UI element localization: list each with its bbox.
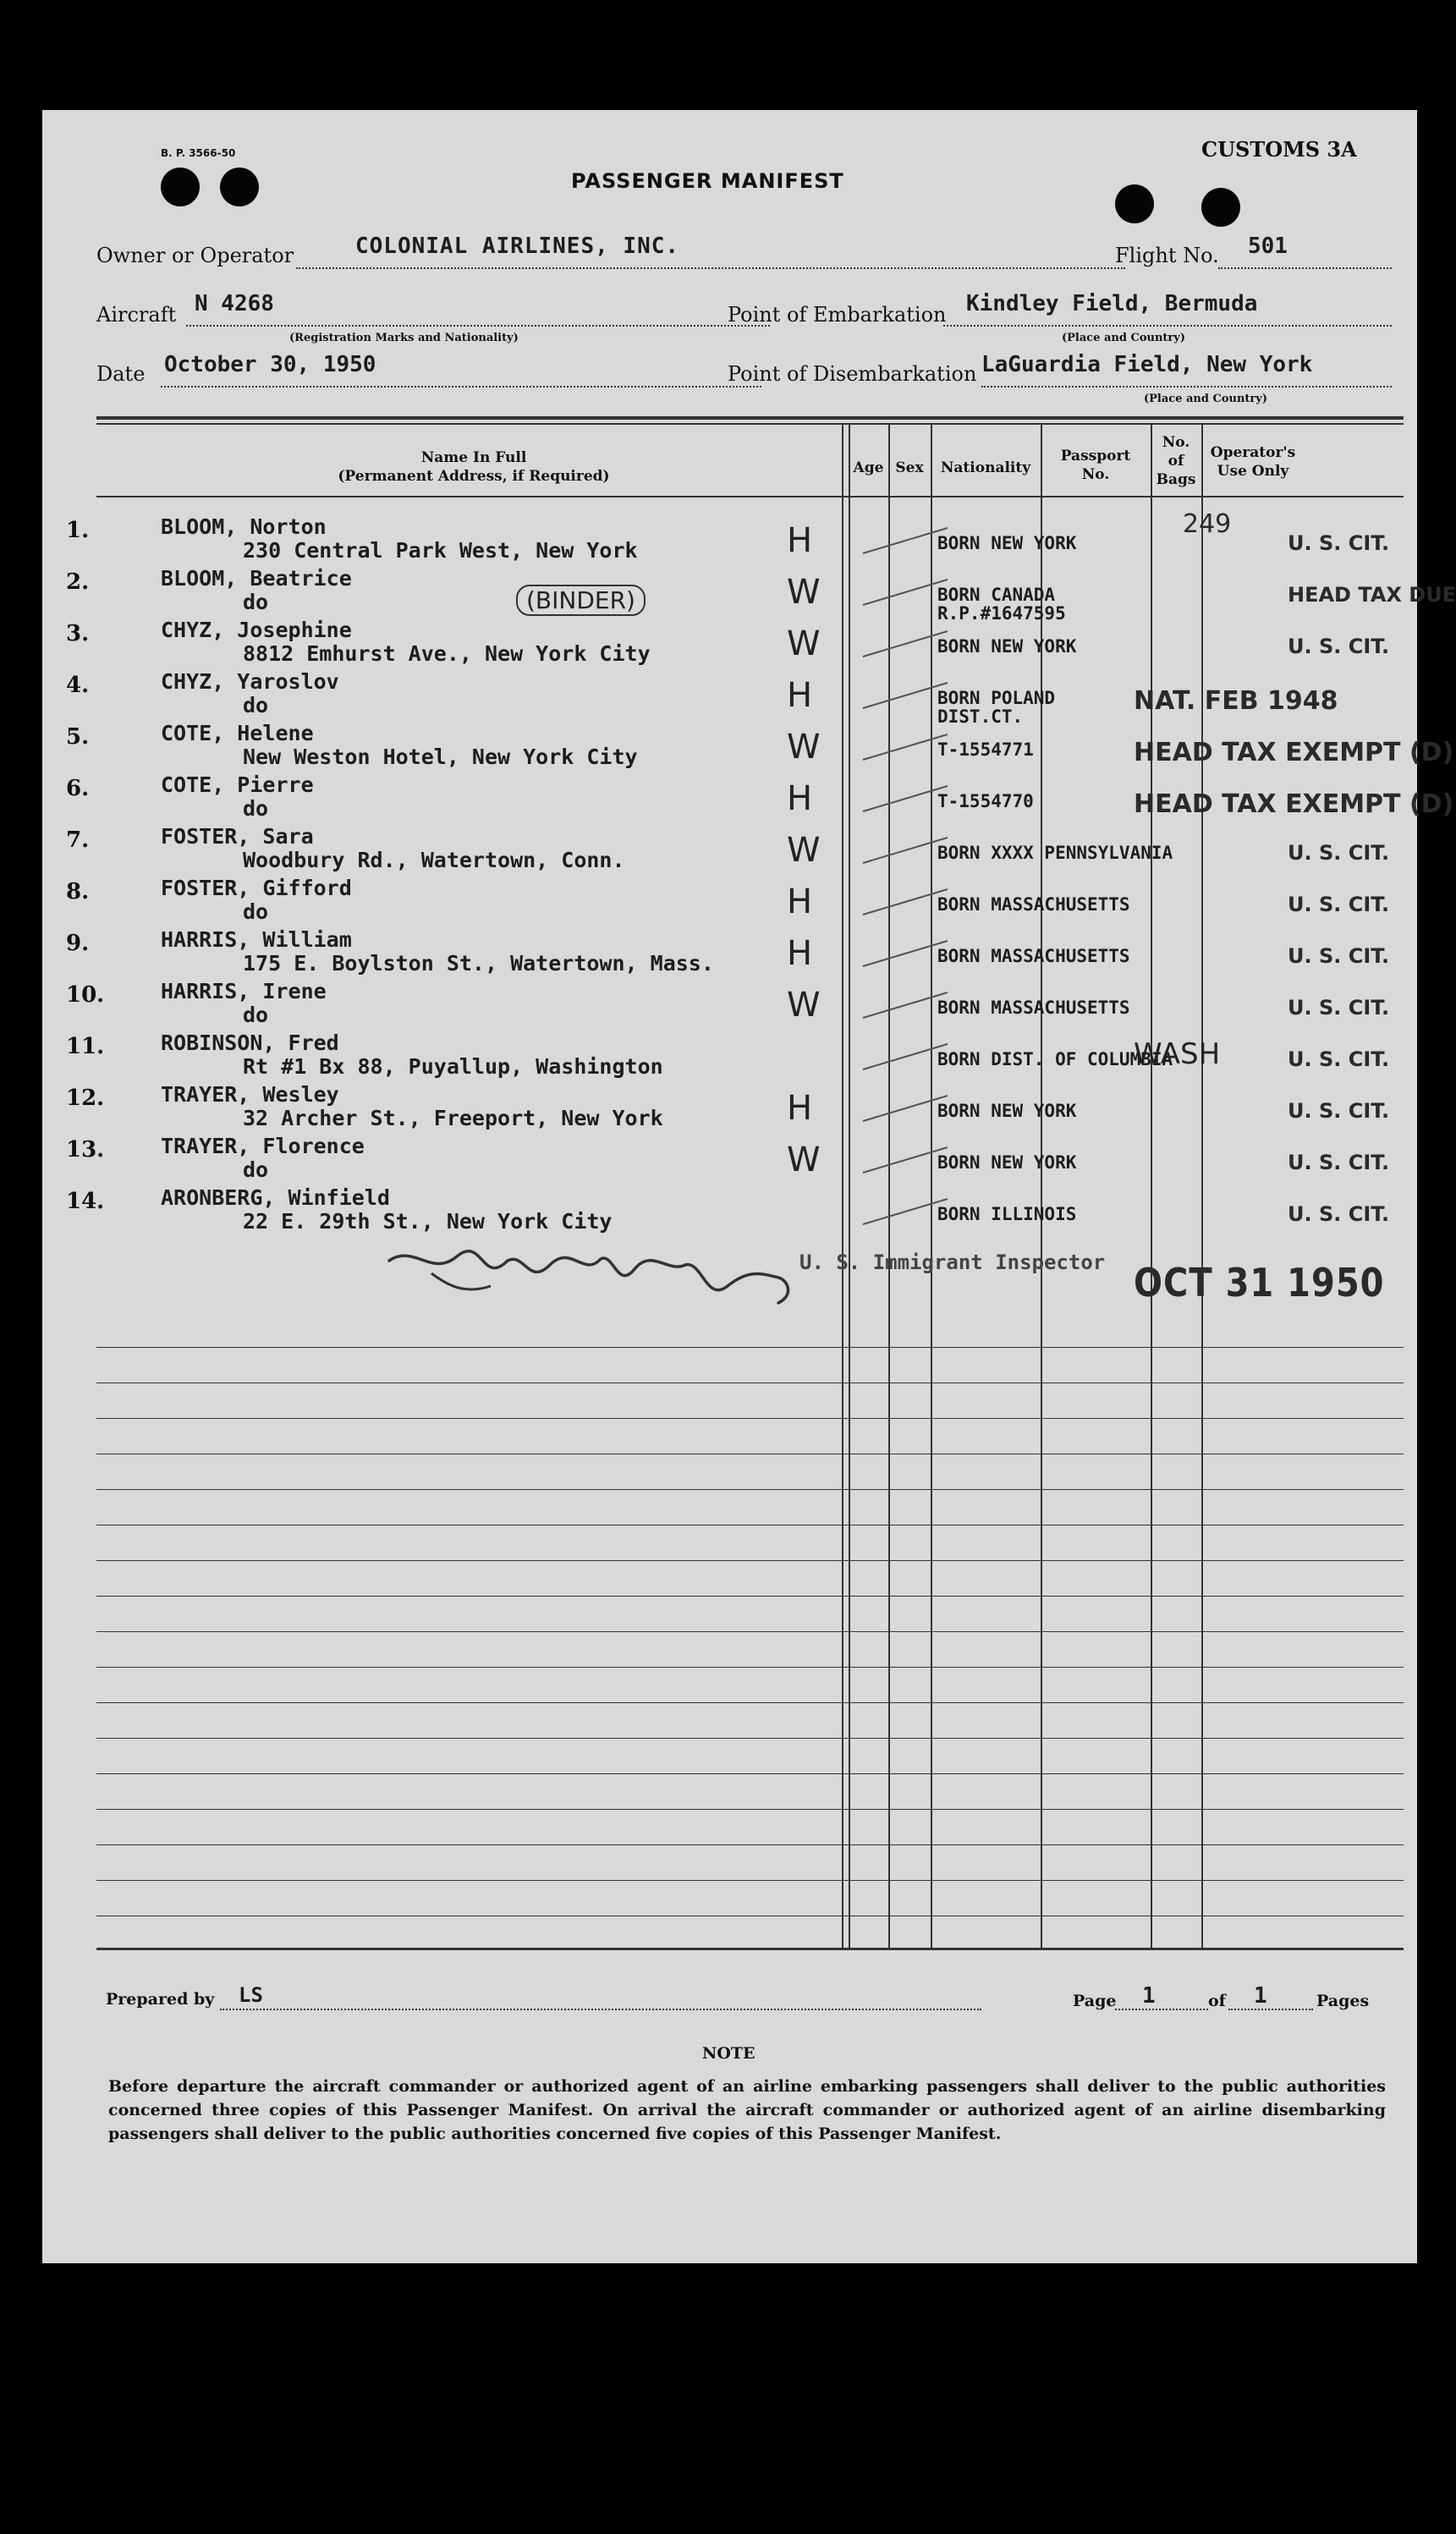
customs-form-id: CUSTOMS 3A xyxy=(1201,137,1357,162)
age-sex-tick xyxy=(854,833,956,866)
row-number: 10. xyxy=(66,982,105,1008)
row-number: 9. xyxy=(66,931,90,956)
page-line xyxy=(1115,2009,1208,2010)
passenger-name: CHYZ, Josephine xyxy=(161,618,352,642)
passenger-address: Woodbury Rd., Watertown, Conn. xyxy=(243,848,625,872)
nationality-detail: R.P.#1647595 xyxy=(937,603,1066,624)
passenger-address: 32 Archer St., Freeport, New York xyxy=(243,1106,663,1130)
flight-label: Flight No. xyxy=(1115,244,1219,267)
operator-note: U. S. CIT. xyxy=(1288,1202,1390,1226)
operator-note: U. S. CIT. xyxy=(1288,996,1390,1020)
table-header-rule xyxy=(96,496,1404,497)
age-sex-tick xyxy=(854,987,956,1021)
age-sex-tick xyxy=(854,781,956,815)
passenger-name: COTE, Helene xyxy=(161,721,314,745)
handwritten-mark: H xyxy=(787,521,813,560)
ruled-line xyxy=(96,1631,1404,1632)
operator-note: U. S. CIT. xyxy=(1288,635,1390,658)
of-line xyxy=(1228,2009,1313,2010)
disembarkation-line xyxy=(981,386,1392,388)
handwritten-mark: W xyxy=(787,728,821,767)
ruled-line xyxy=(96,1738,1404,1739)
handwritten-note: (BINDER) xyxy=(516,585,646,616)
ruled-line xyxy=(96,1489,1404,1490)
of-label: of xyxy=(1208,1992,1226,2010)
nationality: BORN POLAND xyxy=(937,688,1056,708)
age-sex-tick xyxy=(854,523,956,557)
page-label: Page xyxy=(1073,1992,1117,2010)
embarkation-value: Kindley Field, Bermuda xyxy=(966,291,1258,316)
passenger-address: do xyxy=(243,1003,269,1027)
passenger-address: do xyxy=(243,693,269,717)
handwritten-mark: H xyxy=(787,934,813,973)
ruled-line xyxy=(96,1809,1404,1810)
disembarkation-caption: (Place and Country) xyxy=(1144,393,1267,405)
note-text: Before departure the aircraft commander or authorized agent of an airline embarking passengers shall deliver to the public authorities concerned three copies of this Passenger Manifest. On arrival the aircraft commander or authorized agent of an airline disembarking passengers shall deliver to the public authorities concerned five copies of this Passenger Manifest. xyxy=(108,2077,1386,2143)
inspector-label: U. S. Immigrant Inspector xyxy=(799,1251,1106,1274)
handwritten-mark: WASH xyxy=(1134,1037,1221,1071)
ruled-line xyxy=(96,1773,1404,1774)
passenger-name: ARONBERG, Winfield xyxy=(161,1185,390,1210)
owner-value: COLONIAL AIRLINES, INC. xyxy=(355,234,680,259)
ruled-line xyxy=(96,1667,1404,1668)
owner-line xyxy=(296,267,1125,269)
disembarkation-label: Point of Disembarkation xyxy=(728,362,977,386)
ruled-line xyxy=(96,1880,1404,1881)
operator-note: U. S. CIT. xyxy=(1288,1047,1390,1071)
operator-note: U. S. CIT. xyxy=(1288,1099,1390,1123)
ruled-line xyxy=(96,1347,1404,1348)
nationality-detail: DIST.CT. xyxy=(937,706,1024,727)
row-number: 4. xyxy=(66,673,90,698)
table-top-rule-2 xyxy=(96,423,1404,425)
date-line xyxy=(161,386,761,388)
passenger-name: HARRIS, Irene xyxy=(161,979,327,1003)
embarkation-line xyxy=(943,325,1392,327)
nationality: BORN XXXX PENNSYLVANIA xyxy=(937,843,1173,863)
punch-hole xyxy=(161,168,200,206)
passenger-name: COTE, Pierre xyxy=(161,772,314,797)
row-number: 2. xyxy=(66,569,90,595)
prepared-by-value: LS xyxy=(239,1983,263,2007)
nationality: BORN CANADA xyxy=(937,585,1056,605)
operator-note: HEAD TAX EXEMPT (D) xyxy=(1134,789,1454,819)
operator-note: HEAD TAX EXEMPT (D) xyxy=(1134,738,1454,767)
nationality: T-1554771 xyxy=(937,739,1034,760)
owner-label: Owner or Operator xyxy=(96,244,294,267)
col-divider xyxy=(842,423,843,1948)
flight-line xyxy=(1218,267,1392,269)
nationality: BORN DIST. OF COLUMBIA xyxy=(937,1049,1173,1069)
passenger-address: 8812 Emhurst Ave., New York City xyxy=(243,641,651,666)
passenger-address: do xyxy=(243,590,269,614)
age-sex-tick xyxy=(854,936,956,970)
embarkation-label: Point of Embarkation xyxy=(728,303,947,327)
ruled-line xyxy=(96,1418,1404,1419)
flight-value: 501 xyxy=(1248,234,1288,259)
operator-note: U. S. CIT. xyxy=(1288,944,1390,968)
ruled-line xyxy=(96,1702,1404,1703)
table-bottom-rule xyxy=(96,1948,1404,1950)
date-value: October 30, 1950 xyxy=(164,352,376,377)
embarkation-caption: (Place and Country) xyxy=(1062,332,1185,344)
age-sex-tick xyxy=(854,678,956,712)
nationality: BORN NEW YORK xyxy=(937,1152,1077,1173)
punch-hole xyxy=(220,168,259,206)
handwritten-mark: H xyxy=(787,882,813,921)
nationality: BORN ILLINOIS xyxy=(937,1204,1077,1224)
handwritten-mark: H xyxy=(787,676,813,715)
row-number: 8. xyxy=(66,879,90,904)
aircraft-label: Aircraft xyxy=(96,303,177,327)
age-sex-tick xyxy=(854,574,956,608)
passenger-name: CHYZ, Yaroslov xyxy=(161,669,339,694)
col-header-name-sub: (Permanent Address, if Required) xyxy=(338,468,610,485)
operator-note: U. S. CIT. xyxy=(1288,841,1390,865)
handwritten-mark: W xyxy=(787,986,821,1025)
ruled-line xyxy=(96,1560,1404,1561)
handwritten-mark: H xyxy=(787,1089,813,1128)
nationality: BORN MASSACHUSETTS xyxy=(937,946,1130,966)
passport-number: 249 xyxy=(1183,509,1232,539)
row-number: 14. xyxy=(66,1189,105,1214)
col-divider xyxy=(1201,423,1203,1948)
passenger-name: BLOOM, Beatrice xyxy=(161,566,352,591)
ruled-line xyxy=(96,1596,1404,1597)
row-number: 11. xyxy=(66,1034,105,1059)
col-header-sex: Sex xyxy=(895,459,924,476)
col-divider xyxy=(849,423,850,1948)
nationality: BORN NEW YORK xyxy=(937,533,1077,553)
nationality: T-1554770 xyxy=(937,791,1034,811)
nationality: BORN NEW YORK xyxy=(937,636,1077,657)
page-title: PASSENGER MANIFEST xyxy=(571,169,844,193)
passenger-address: do xyxy=(243,899,269,924)
row-number: 5. xyxy=(66,724,90,750)
col-header-name xyxy=(220,448,728,486)
passenger-name: FOSTER, Gifford xyxy=(161,876,352,900)
row-number: 1. xyxy=(66,518,90,543)
prepared-by-label: Prepared by xyxy=(106,1990,215,2009)
operator-note: U. S. CIT. xyxy=(1288,1151,1390,1174)
page-number: 1 xyxy=(1142,1983,1156,2009)
passenger-address: 22 E. 29th St., New York City xyxy=(243,1209,613,1234)
pages-label: Pages xyxy=(1316,1992,1370,2010)
col-header-bags: No. of Bags xyxy=(1156,434,1196,488)
operator-note: U. S. CIT. xyxy=(1288,893,1390,916)
inspector-signature xyxy=(381,1227,821,1320)
nationality: BORN NEW YORK xyxy=(937,1101,1077,1121)
nationality: BORN MASSACHUSETTS xyxy=(937,894,1130,915)
age-sex-tick xyxy=(854,1091,956,1124)
col-header-age: Age xyxy=(853,459,884,476)
age-sex-tick xyxy=(854,1142,956,1176)
operator-note: NAT. FEB 1948 xyxy=(1134,686,1338,716)
row-number: 13. xyxy=(66,1137,105,1163)
punch-hole xyxy=(1201,188,1240,227)
date-label: Date xyxy=(96,362,146,386)
col-header-passport: Passport No. xyxy=(1060,448,1131,483)
disembarkation-value: LaGuardia Field, New York xyxy=(981,352,1313,377)
note-title: NOTE xyxy=(702,2044,755,2063)
inspection-date-stamp: OCT 31 1950 xyxy=(1134,1261,1385,1306)
operator-note: HEAD TAX DUE xyxy=(1288,583,1456,607)
col-divider xyxy=(1151,423,1152,1948)
operator-note: U. S. CIT. xyxy=(1288,531,1390,555)
passenger-name: TRAYER, Florence xyxy=(161,1134,365,1158)
col-header-nationality: Nationality xyxy=(940,459,1031,476)
passenger-address: New Weston Hotel, New York City xyxy=(243,745,638,769)
passenger-address: do xyxy=(243,796,269,821)
row-number: 7. xyxy=(66,827,90,853)
handwritten-mark: W xyxy=(787,831,821,870)
prepared-by-line xyxy=(220,2009,981,2010)
table-top-rule xyxy=(96,416,1404,420)
passenger-address: 230 Central Park West, New York xyxy=(243,538,638,563)
passenger-name: ROBINSON, Fred xyxy=(161,1031,339,1055)
passenger-name: BLOOM, Norton xyxy=(161,514,327,539)
passenger-address: do xyxy=(243,1157,269,1182)
age-sex-tick xyxy=(854,884,956,918)
col-header-name-title: Name In Full xyxy=(420,449,527,466)
form-code: B. P. 3566-50 xyxy=(161,147,236,159)
page-total: 1 xyxy=(1254,1983,1267,2009)
age-sex-tick xyxy=(854,1194,956,1228)
handwritten-mark: W xyxy=(787,1141,821,1179)
aircraft-value: N 4268 xyxy=(195,291,274,316)
age-sex-tick xyxy=(854,1039,956,1073)
ruled-line xyxy=(96,1844,1404,1845)
row-number: 6. xyxy=(66,776,90,801)
row-number: 3. xyxy=(66,621,90,646)
row-number: 12. xyxy=(66,1086,105,1111)
handwritten-mark: W xyxy=(787,624,821,663)
aircraft-caption: (Registration Marks and Nationality) xyxy=(289,332,519,344)
passenger-name: TRAYER, Wesley xyxy=(161,1082,339,1107)
aircraft-line xyxy=(186,325,770,327)
col-header-operator: Operator's Use Only xyxy=(1210,444,1296,480)
passenger-address: Rt #1 Bx 88, Puyallup, Washington xyxy=(243,1054,663,1079)
age-sex-tick xyxy=(854,729,956,763)
passenger-name: FOSTER, Sara xyxy=(161,824,314,849)
passenger-name: HARRIS, William xyxy=(161,927,352,952)
handwritten-mark: W xyxy=(787,573,821,612)
ruled-line xyxy=(96,1382,1404,1383)
manifest-sheet xyxy=(42,110,1456,2263)
handwritten-mark: H xyxy=(787,779,813,818)
passenger-address: 175 E. Boylston St., Watertown, Mass. xyxy=(243,951,714,976)
age-sex-tick xyxy=(854,626,956,660)
punch-hole xyxy=(1115,184,1154,223)
nationality: BORN MASSACHUSETTS xyxy=(937,998,1130,1018)
